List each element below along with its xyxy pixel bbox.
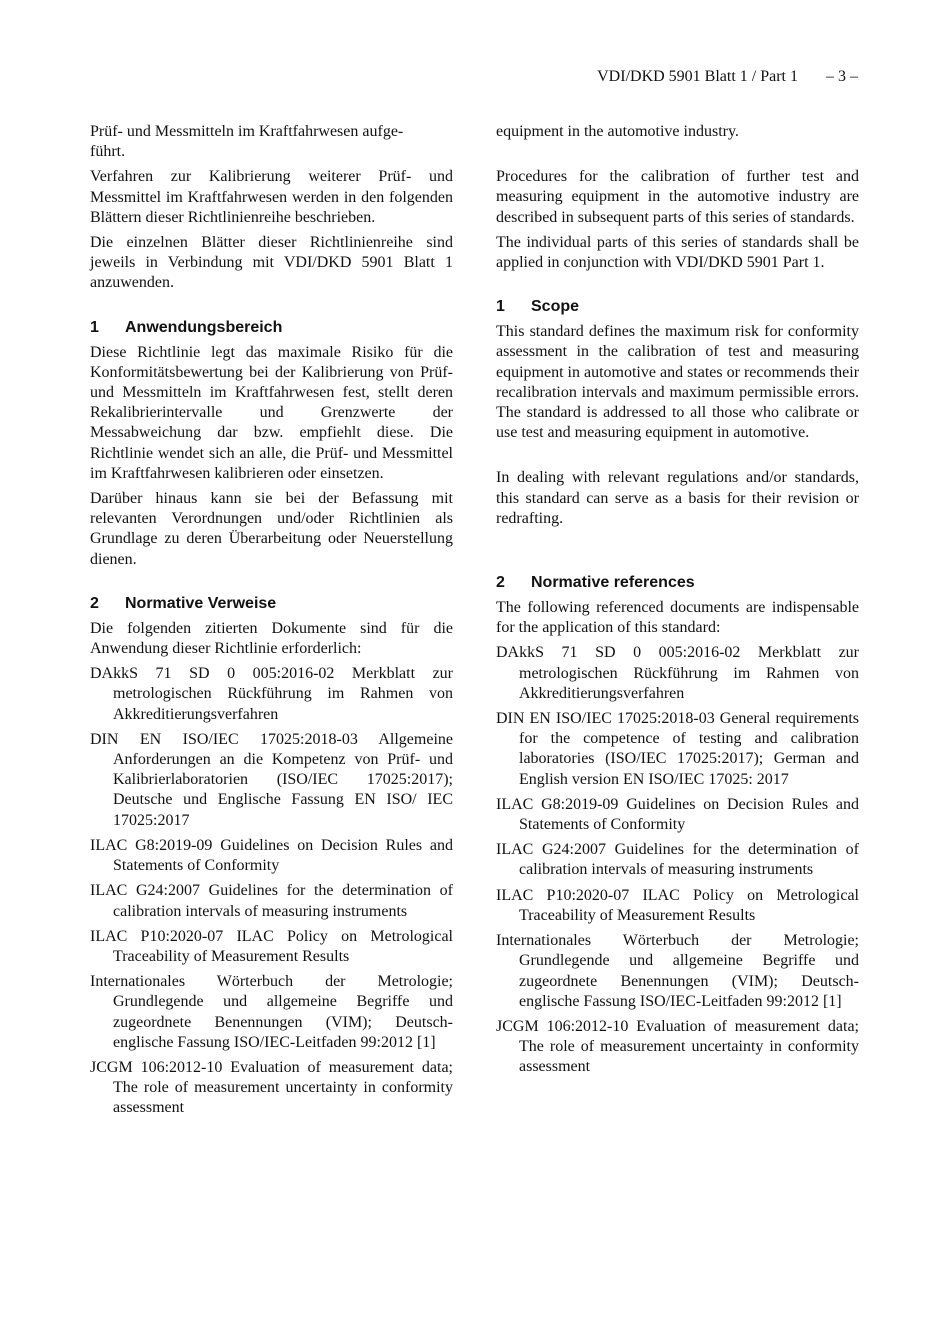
de-section-2-number: 2: [90, 594, 99, 612]
en-section-1-title: Scope: [531, 298, 580, 316]
en-reference-dakks: DAkkS 71 SD 0 005:2016-02 Merkblatt zur metrologischen Rückführung im Rahmen von Akkreditierungsverfahren: [496, 644, 859, 702]
en-section-1-para-1: This standard defines the maximum risk for conformity assessment in the calibration of test and measuring equipment in automotive and states or recommends their recalibration intervals and maximum permissible errors. The standard is addressed to all those who calibrate or use test and measuring equipment in automotive.: [496, 323, 860, 442]
en-intro-2: Procedures for the calibration of further test and measuring equipment in the automotive industry are described in subsequent parts of this series of standards.: [496, 168, 859, 226]
de-section-1-heading: [90, 318, 453, 338]
german-column: [90, 122, 453, 1124]
de-intro-2: Verfahren zur Kalibrierung weiterer Prüf- und Messmittel im Kraftfahrwesen werden in den folgenden Blättern dieser Richtlinienreihe beschrieben.: [90, 168, 453, 226]
en-section-2-title: Normative references: [531, 574, 695, 592]
running-header: [597, 68, 858, 86]
header-title: VDI/DKD 5901 Blatt 1 / Part 1: [597, 68, 798, 85]
de-section-2-heading: [90, 594, 453, 614]
de-reference-vim: Internationales Wörterbuch der Metrologie; Grundlegende und allgemeine Begriffe und zugeordnete Benennungen (VIM); Deutsch-englische Fassung ISO/IEC-Leitfaden 99:2012 [1]: [90, 973, 453, 1051]
page-number: – 3 –: [826, 68, 858, 85]
en-section-2-number: 2: [496, 574, 505, 592]
en-intro-1: equipment in the automotive industry.: [496, 123, 739, 140]
de-reference-dakks: DAkkS 71 SD 0 005:2016-02 Merkblatt zur metrologischen Rückführung im Rahmen von Akkreditierungsverfahren: [90, 665, 453, 723]
en-reference-jcgm-106: JCGM 106:2012-10 Evaluation of measurement data; The role of measurement uncertainty in conformity assessment: [496, 1017, 859, 1076]
en-reference-ilac-g8: ILAC G8:2019-09 Guidelines on Decision Rules and Statements of Conformity: [496, 795, 859, 834]
en-reference-vim: Internationales Wörterbuch der Metrologie; Grundlegende und allgemeine Begriffe und zugeordnete Benennungen (VIM); Deutsch-englische Fassung ISO/IEC-Leitfaden 99:2012 [1]: [496, 932, 859, 1010]
de-section-2-title: Normative Verweise: [125, 594, 277, 612]
de-section-1-para-1: Diese Richtlinie legt das maximale Risiko für die Konformitätsbewertung bei der Kalibrierung von Prüf- und Messmitteln im Kraftfahrwesen fest, stellt deren Rekalibrierintervalle und Grenzwerte der Messabweichung dar bzw. empfiehlt diese. Die Richtlinie wendet sich an alle, die Prüf- und Messmittel im Kraftfahrwesen kalibrieren oder einsetzen.: [90, 343, 453, 482]
en-reference-din-en-iso-iec-17025: DIN EN ISO/IEC 17025:2018-03 General requirements for the competence of testing and calibration laboratories (ISO/IEC 17025:2017); German and English version EN ISO/IEC 17025: 2017: [496, 710, 859, 788]
de-reference-ilac-p10: ILAC P10:2020-07 ILAC Policy on Metrological Traceability of Measurement Results: [90, 927, 453, 965]
en-section-1-heading: [496, 297, 859, 317]
de-reference-din-en-iso-iec-17025: DIN EN ISO/IEC 17025:2018-03 Allgemeine Anforderungen an die Kompetenz von Prüf- und Kalibrierlaboratorien (ISO/IEC 17025:2017); Deutsche und Englische Fassung EN ISO/ IEC 17025:2017: [90, 730, 453, 829]
en-section-1-para-2: In dealing with relevant regulations and/or standards, this standard can serve as a basis for their revision or redrafting.: [496, 469, 859, 527]
de-section-1-number: 1: [90, 318, 99, 336]
english-column: [496, 122, 859, 1083]
de-intro-1: Prüf- und Messmitteln im Kraftfahrwesen aufge- führt.: [90, 123, 404, 161]
de-section-1-title: Anwendungsbereich: [125, 318, 283, 336]
en-section-2-heading: [496, 573, 859, 593]
en-intro-3: The individual parts of this series of standards shall be applied in conjunction with VDI/DKD 5901 Part 1.: [496, 233, 859, 272]
de-section-2-intro: Die folgenden zitierten Dokumente sind für die Anwendung dieser Richtlinie erforderlich:: [90, 619, 453, 658]
de-reference-ilac-g8: ILAC G8:2019-09 Guidelines on Decision Rules and Statements of Conformity: [90, 836, 453, 875]
en-reference-ilac-g24: ILAC G24:2007 Guidelines for the determination of calibration intervals of measuring instruments: [496, 841, 859, 879]
en-section-2-intro: The following referenced documents are indispensable for the application of this standard:: [496, 599, 859, 637]
en-reference-ilac-p10: ILAC P10:2020-07 ILAC Policy on Metrological Traceability of Measurement Results: [496, 886, 859, 924]
de-reference-ilac-g24: ILAC G24:2007 Guidelines for the determination of calibration intervals of measuring instruments: [90, 882, 453, 920]
de-reference-jcgm-106: JCGM 106:2012-10 Evaluation of measurement data; The role of measurement uncertainty in conformity assessment: [90, 1058, 453, 1117]
en-section-1-number: 1: [496, 298, 505, 316]
de-intro-3: Die einzelnen Blätter dieser Richtlinienreihe sind jeweils in Verbindung mit VDI/DKD 5901 Blatt 1 anzuwenden.: [90, 234, 453, 292]
de-section-1-para-2: Darüber hinaus kann sie bei der Befassung mit relevanten Verordnungen und/oder Richtlinien als Grundlage zu deren Überarbeitung oder Neuerstellung dienen.: [90, 490, 453, 568]
